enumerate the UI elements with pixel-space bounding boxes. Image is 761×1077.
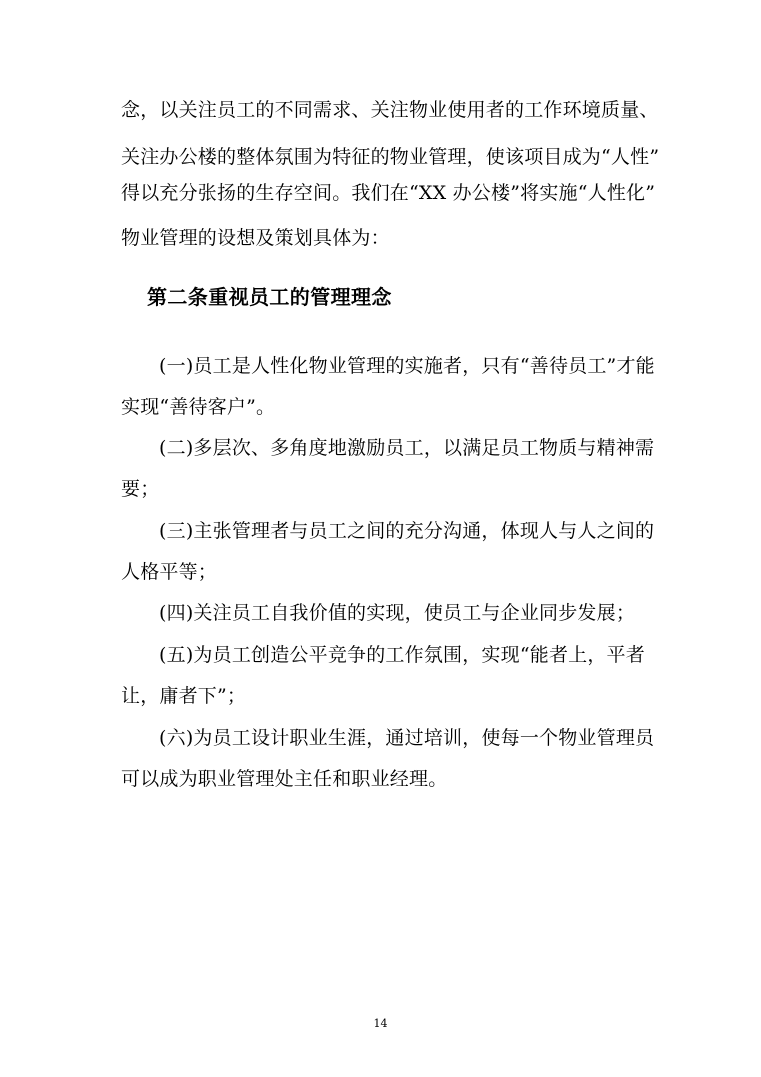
item-5-line-2: 让，庸者下”； xyxy=(121,685,247,707)
intro-line-2: 关注办公楼的整体氛围为特征的物业管理，使该项目成为“人性” xyxy=(121,146,660,168)
item-1-line-1: (一)员工是人性化物业管理的实施者，只有“善待员工”才能 xyxy=(159,355,655,377)
item-6-line-2: 可以成为职业管理处主任和职业经理。 xyxy=(121,768,448,790)
intro-line-1: 念，以关注员工的不同需求、关注物业使用者的工作环境质量、 xyxy=(121,99,659,121)
item-3-line-2: 人格平等； xyxy=(121,561,218,583)
item-3-line-1: (三)主张管理者与员工之间的充分沟通，体现人与人之间的 xyxy=(159,520,655,542)
page-number: 14 xyxy=(373,1017,388,1030)
item-5-line-1: (五)为员工创造公平竞争的工作氛围，实现“能者上，平者 xyxy=(159,644,645,666)
item-6-line-1: (六)为员工设计职业生涯，通过培训，使每一个物业管理员 xyxy=(159,727,655,749)
item-2-line-1: (二)多层次、多角度地激励员工，以满足员工物质与精神需 xyxy=(159,437,655,459)
intro-line-3: 得以充分张扬的生存空间。我们在“XX 办公楼”将实施“人性化” xyxy=(121,182,656,204)
item-2-line-2: 要； xyxy=(121,478,160,500)
item-1-line-2: 实现“善待客户”。 xyxy=(121,396,276,418)
item-4-line-1: (四)关注员工自我价值的实现，使员工与企业同步发展； xyxy=(159,602,636,624)
intro-line-4: 物业管理的设想及策划具体为： xyxy=(121,227,390,249)
section-heading: 第二条重视员工的管理理念 xyxy=(147,285,392,309)
